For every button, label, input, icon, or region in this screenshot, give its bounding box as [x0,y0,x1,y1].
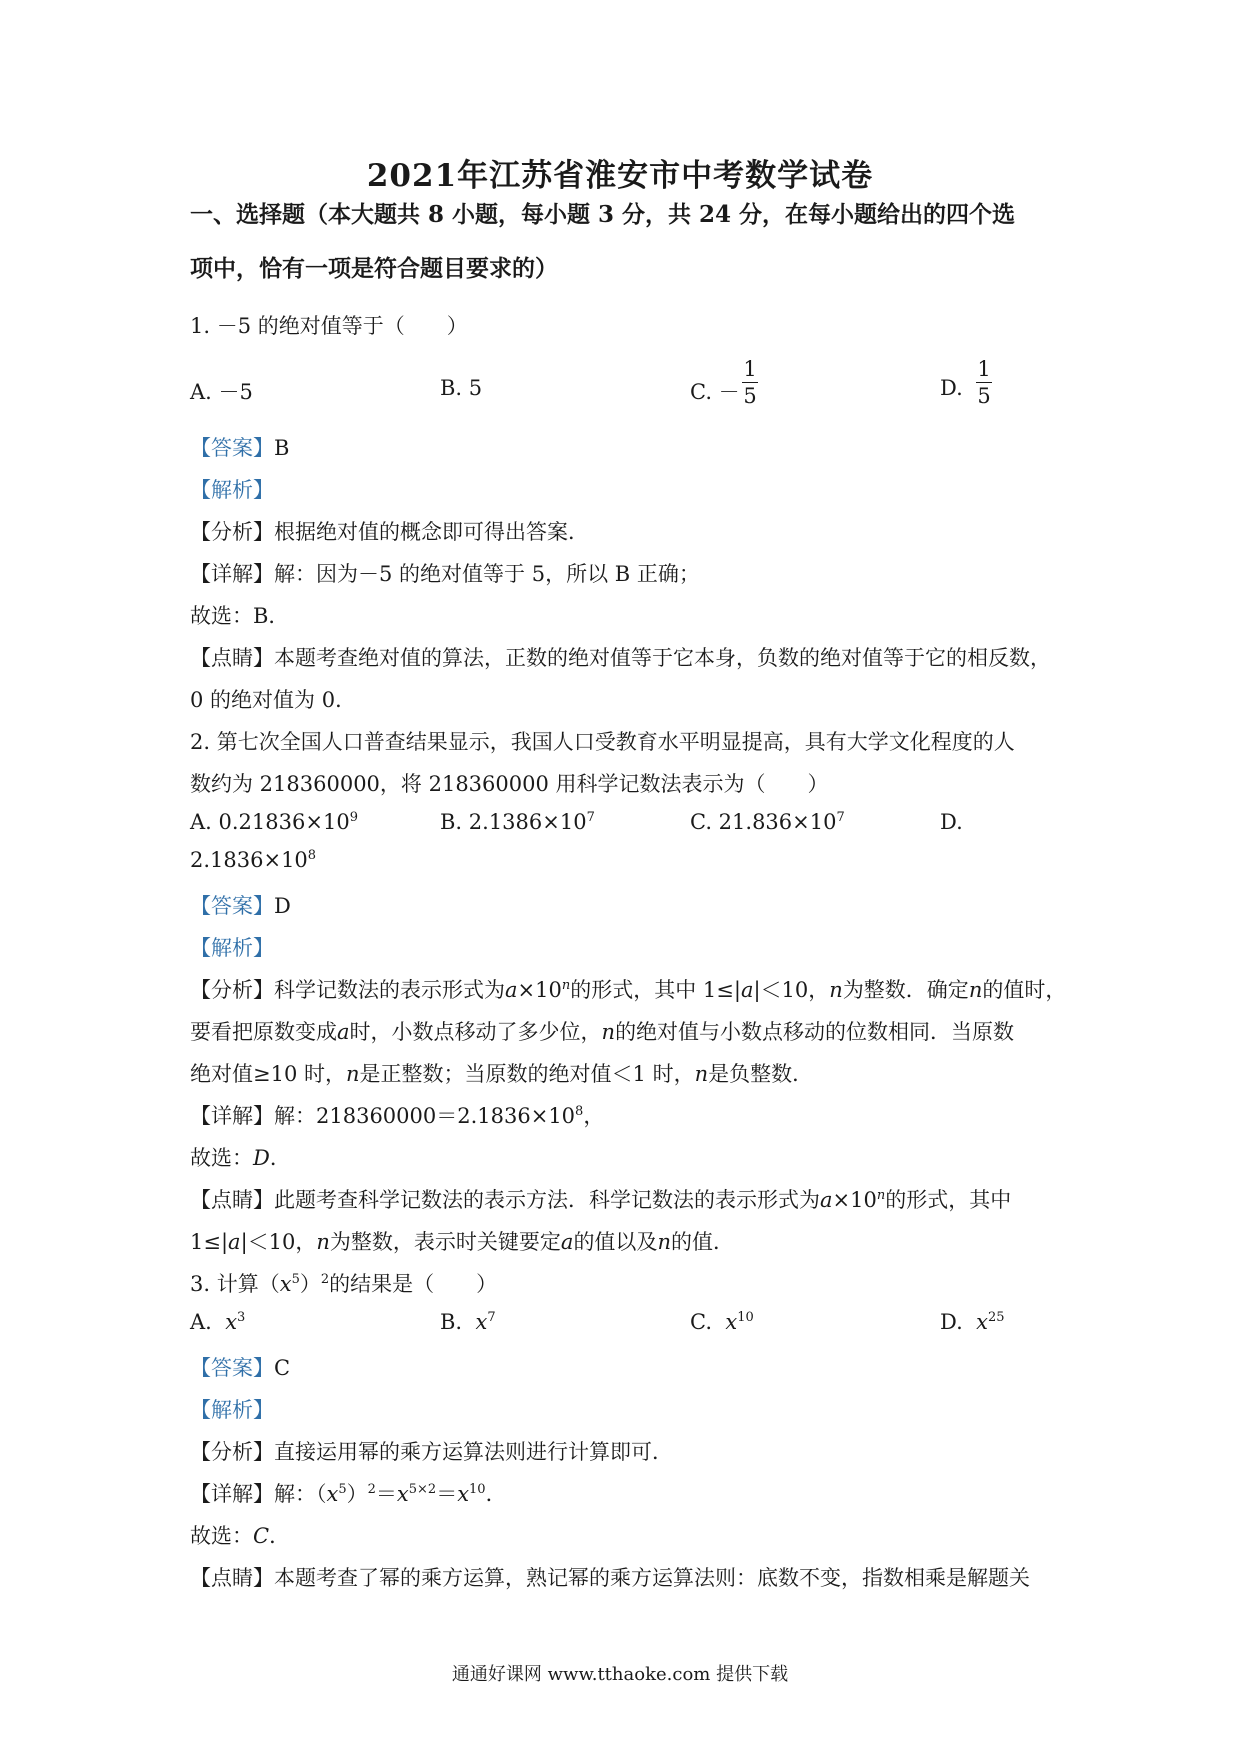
q3-stem: 3. 计算$(x^5)^2$的结果是（ ） [190,1272,498,1296]
q2-fenxi-line-2: 要看把原数变成a时，小数点移动了多少位，n的绝对值与小数点移动的位数相同．当原数 [190,1020,1015,1044]
section-heading-line-1: 一、选择题（本大题共 8 小题，每小题 3 分，共 24 分，在每小题给出的四个选 [190,201,1016,228]
q2-option-d-value: $2.1836\times 10^8$ [190,848,317,872]
q1-option-d: D. [940,376,963,400]
q1-option-c: C. － [690,380,740,404]
q1-option-a: A. －5 [190,380,253,404]
q2-dianjing-line-2: 1≤|a|＜10，n为整数，表示时关键要定a的值以及n的值． [190,1230,734,1254]
q1-option-c-fraction: 1 5 [743,357,757,408]
q3-option-d: D. $x^{25}$ [940,1310,1005,1334]
q3-option-b: B. $x^7$ [440,1310,496,1334]
q3-option-c: C. $x^{10}$ [690,1310,754,1334]
q2-dianjing-line-1: 【点睛】此题考查科学记数法的表示方法．科学记数法的表示形式为$a\times 10^n$的形式，其中 [190,1188,1012,1212]
q2-choose: 故选：D． [190,1146,291,1170]
q1-dianjing-line-1: 【点睛】本题考查绝对值的算法，正数的绝对值等于它本身，负数的绝对值等于它的相反数， [190,646,1051,670]
q1-option-b: B. 5 [440,376,483,400]
q2-stem-line-1: 2. 第七次全国人口普查结果显示，我国人口受教育水平明显提高，具有大学文化程度的人 [190,730,1015,754]
q2-option-b: B. $2.1386\times 10^7$ [440,810,595,834]
q1-fenxi: 【分析】根据绝对值的概念即可得出答案． [190,520,589,544]
q2-option-a: A. $0.21836\times 10^9$ [190,810,358,834]
page-footer: 通通好课网 www.tthaoke.com 提供下载 [451,1664,789,1685]
q1-choose: 故选：B． [190,604,290,628]
q3-dianjing: 【点睛】本题考查了幂的乘方运算，熟记幂的乘方运算法则：底数不变，指数相乘是解题关 [190,1566,1030,1590]
q3-option-a: A. $x^3$ [190,1310,246,1334]
q2-xiangjie: 【详解】解：$218360000=2.1836\times 10^8$， [190,1104,605,1128]
q1-answer: 【答案】B [190,436,290,460]
q2-analysis-tag: 【解析】 [190,936,274,960]
q2-fenxi-line-1: 【分析】科学记数法的表示形式为$a\times 10^n$的形式，其中 1≤|a|＜10，n为整数．确定n的值时， [190,978,1067,1002]
q2-answer: 【答案】D [190,894,291,918]
q2-stem-line-2: 数约为 218360000，将 218360000 用科学记数法表示为（ ） [190,772,829,796]
q1-dianjing-line-2: 0 的绝对值为 0． [190,688,357,712]
q2-option-d: D. [940,810,963,834]
q3-choose: 故选：C． [190,1524,291,1548]
q1-xiangjie: 【详解】解：因为－5 的绝对值等于 5，所以 B 正确； [190,562,700,586]
q2-fenxi-line-3: 绝对值≥10 时，n是正整数；当原数的绝对值＜1 时，n是负整数． [190,1062,814,1086]
q2-option-c: C. $21.836\times 10^7$ [690,810,845,834]
q3-analysis-tag: 【解析】 [190,1398,274,1422]
q1-analysis-tag: 【解析】 [190,478,274,502]
section-heading-line-2: 项中，恰有一项是符合题目要求的） [190,255,558,282]
q3-answer: 【答案】C [190,1356,291,1380]
page-title: 2021年江苏省淮安市中考数学试卷 [366,158,874,194]
q1-option-d-fraction: 1 5 [977,357,991,408]
q3-xiangjie: 【详解】解：$(x^5)^2=x^{5\times 2}=x^{10}$． [190,1482,507,1506]
q3-fenxi: 【分析】直接运用幂的乘方运算法则进行计算即可． [190,1440,673,1464]
q1-stem: 1. －5 的绝对值等于（ ） [190,314,468,338]
